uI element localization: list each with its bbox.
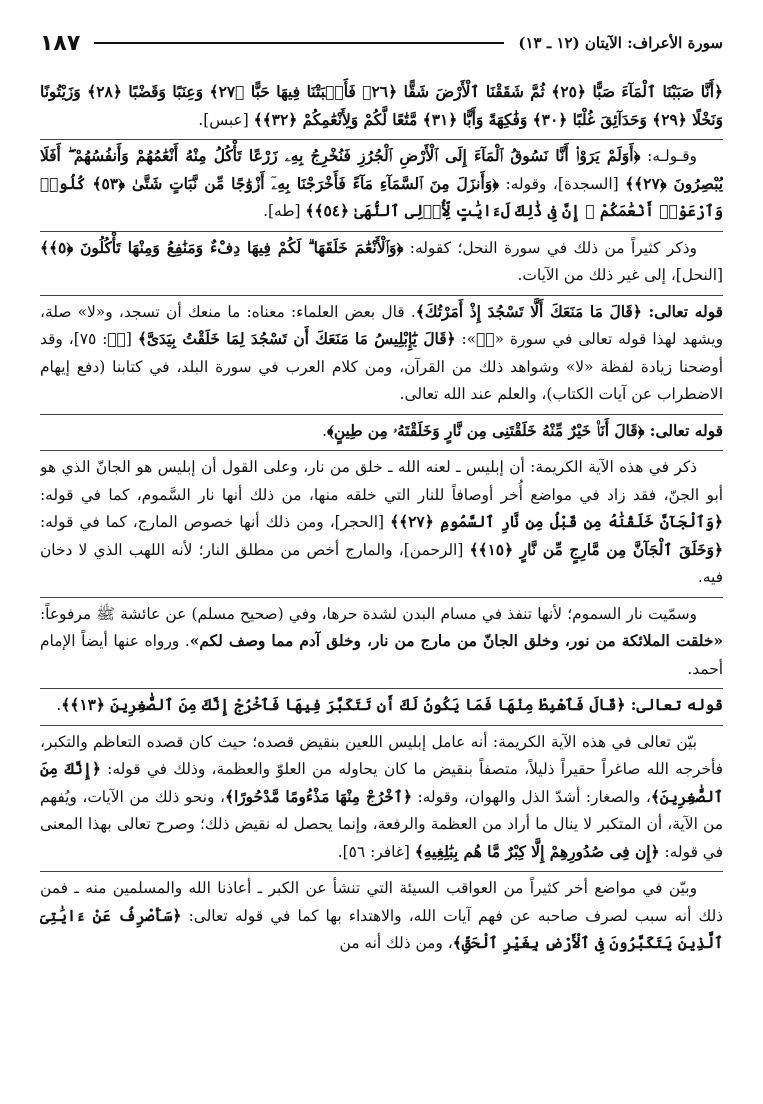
paragraph: [40, 140, 723, 232]
section-heading: قوله تعالى:: [625, 696, 723, 714]
text-run: ، والصغار: أشدّ الذل والهوان، وقوله:: [411, 787, 651, 806]
quran-verse: ﴿أَنَّا صَبَبْنَا ٱلْمَآءَ صَبًّا ﴿٢٥﴾ ثُمَّ شَقَقْنَا ٱلْأَرْضَ شَقًّا ﴿٢٦﴾ فَأَنۢبَتْنَا فِيهَا حَبًّا ﴿٢٧﴾ وَعِنَبًا وَقَضْبًا ﴿٢٨﴾ وَزَيْتُونًا وَنَخْلًا ﴿٢٩﴾ وَحَدَآئِقَ غُلْبًا ﴿٣٠﴾ وَفَٰكِهَةً وَأَبًّا ﴿٣١﴾ مَّتَٰعًا لَّكُمْ وَلِأَنْعَٰمِكُمْ ﴿٣٢﴾﴾: [40, 83, 723, 129]
text-run: وقـولـه:: [640, 147, 697, 165]
text-run: ، ونحو ذلك من الآيات، ويُفهم من الآية، أن المتكبر لا ينال ما أراد من العظمة والرفعة، وإنما يحصل له نقيض ذلك؛ وصرح تعالى بهذا المعنى في قوله:: [40, 787, 723, 861]
text-run: [عبس].: [198, 110, 254, 129]
quran-verse: ﴿وَخَلَقَ ٱلْجَآنَّ مِن مَّارِجٍ مِّن نَّارٍ ﴿١٥﴾﴾: [469, 540, 723, 559]
quran-verse: ﴿وَٱلْجَآنَّ خَلَقْنَٰهُ مِن قَبْلُ مِن نَّارِ ٱلسَّمُومِ ﴿٢٧﴾﴾: [390, 513, 723, 531]
text-run: وذكر كثيراً من ذلك في سورة النحل؛ كقوله:: [403, 238, 697, 257]
paragraph: [40, 872, 723, 963]
text-run: .: [322, 421, 328, 440]
paragraph: [40, 232, 723, 296]
text-run: وسمّيت نار السموم؛ لأنها تنفذ في مسام البدن لشدة حرها، وفي (صحيح مسلم) عن عائشة ﷺ مرفوعاً:: [40, 604, 697, 623]
text-run: [طه].: [263, 202, 306, 220]
text-run: . قال بعض العلماء: معناه: ما منعك أن تسجد، و«لا» صلة، ويشهد لهذا قوله تعالى في سورة «صۤ»:: [40, 302, 723, 348]
quran-verse: ﴿قَالَ أَنَا۠ خَيْرٌ مِّنْهُ خَلَقْتَنِى مِن نَّارٍ وَخَلَقْتَهُۥ مِن طِينٍ﴾: [327, 421, 645, 440]
quran-verse: ﴿وَٱلْأَنْعَٰمَ خَلَقَهَا ۗ لَكُمْ فِيهَا دِفْءٌ وَمَنَٰفِعُ وَمِنْهَا تَأْكُلُونَ ﴿٥﴾﴾: [40, 238, 404, 257]
paragraph: [40, 76, 723, 140]
text-run: . ورواه عنها أيضاً الإمام أحمد.: [40, 632, 723, 678]
quran-verse: ﴿قَالَ يَٰٓإِبْلِيسُ مَا مَنَعَكَ أَن تَسْجُدَ لِمَا خَلَقْتُ بِيَدَىَّ﴾: [137, 330, 456, 348]
text-run: بيّن تعالى في هذه الآية الكريمة: أنه عامل إبليس اللعين بنقيض قصده؛ حيث كان قصده التعاظم والتكبر، فأخرجه الله صاغراً حقيراً ذليلاً، متصفاً بنقيض ما كان يحاوله من العلوّ والعظمة، وذلك في قوله:: [40, 732, 723, 778]
text-run: ذكر في هذه الآية الكريمة: أن إبليس ـ لعنه الله ـ خلق من نار، وعلى القول أن إبليس هو الجانّ الذي هو أبو الجنّ، فقد زاد في مواضع أُخر أوصافاً للنار التي خلقه منها، من ذلك أنها نار السَّموم، كما في قوله:: [40, 458, 723, 504]
page-header: [40, 26, 723, 60]
header-rule: [94, 42, 504, 44]
paragraph: [40, 689, 723, 726]
paragraph: [40, 415, 723, 452]
text-run: .: [56, 696, 62, 714]
paragraph: [40, 451, 723, 598]
quran-verse: ﴿وَأَنزَلَ مِنَ ٱلسَّمَآءِ مَآءً فَأَخْرَجْنَا بِهِۦٓ أَزْوَٰجًا مِّن نَّبَاتٍ شَتَّىٰ ﴿٥٣﴾ كُلُوا۟ وَٱرْعَوْا۟ أَنْعَٰمَكُمْ ۗ إِنَّ فِى ذَٰلِكَ لَءَايَٰتٍ لِّأُو۟لِى ٱلنُّهَىٰ ﴿٥٤﴾﴾: [40, 174, 723, 220]
text-run: [الحجر]، ومن ذلك أنها خصوص المارج، كما في قوله:: [40, 513, 391, 531]
paragraph: [40, 296, 723, 415]
hadith-quote: «خلقت الملائكة من نور، وخلق الجانّ من مارج من نار، وخلق آدم مما وصف لكم»: [189, 632, 723, 650]
section-heading: قوله تعالى:: [644, 421, 723, 440]
text-run: [الرحمن]، والمارج أخص من مطلق النار؛ لأنه اللهب الذي لا دخان فيه.: [40, 540, 723, 586]
quran-verse: ﴿إِنَّكَ مِنَ ٱلصَّٰغِرِينَ﴾: [40, 760, 723, 806]
text-run: [صۤ: ٧٥]، وقد أوضحنا زيادة لفظة «لا» وشواهد ذلك من القرآن، ومن كلام العرب في سورة البلد، في كتابنا (دفع إيهام الاضطراب عن آيات الكتاب)، والعلم عند الله تعالى.: [40, 330, 723, 403]
paragraph: [40, 598, 723, 690]
text-run: [النحل]، إلى غير ذلك من الآيات.: [517, 266, 723, 284]
page-number: ١٨٧: [40, 30, 81, 56]
text-run: وبيّن في مواضع أخر كثيراً من العواقب السيئة التي تنشأ عن الكبر ـ أعاذنا الله والمسلمين منه ـ فمن ذلك أنه سبب لصرف صاحبه عن فهم آيات الله، والاهتداء بها كما في قوله تعالى:: [40, 879, 723, 925]
quran-verse: ﴿أَوَلَمْ يَرَوْا۟ أَنَّا نَسُوقُ ٱلْمَآءَ إِلَى ٱلْأَرْضِ ٱلْجُرُزِ فَنُخْرِجُ بِهِۦ زَرْعًا تَأْكُلُ مِنْهُ أَنْعَٰمُهُمْ وَأَنفُسُهُمْ ۖ أَفَلَا يُبْصِرُونَ ﴿٢٧﴾﴾: [40, 147, 723, 193]
running-title: سورة الأعراف: الآيتان (١٢ ـ ١٣): [518, 34, 723, 52]
text-run: ، ومن ذلك أنه من: [339, 934, 453, 952]
section-heading: قوله تعالى:: [641, 302, 723, 321]
quran-verse: ﴿قَالَ فَٱهْبِطْ مِنْهَا فَمَا يَكُونُ لَكَ أَن تَتَكَبَّرَ فِيهَا فَٱخْرُجْ إِنَّكَ مِنَ ٱلصَّٰغِرِينَ ﴿١٣﴾﴾: [61, 696, 626, 714]
text-run: [غافر: ٥٦].: [337, 842, 415, 861]
paragraph: [40, 726, 723, 873]
body-text: [40, 76, 723, 1084]
text-run: [السجدة]، وقوله:: [499, 174, 626, 193]
quran-verse: ﴿ٱخْرُجْ مِنْهَا مَذْءُومًا مَّدْحُورًا﴾: [224, 787, 412, 806]
quran-verse: ﴿سَأَصْرِفُ عَنْ ءَايَٰتِىَ ٱلَّذِينَ يَتَكَبَّرُونَ فِى ٱلْأَرْضِ بِغَيْرِ ٱلْحَقِّ﴾: [40, 906, 723, 952]
quran-verse: ﴿إِن فِى صُدُورِهِمْ إِلَّا كِبْرٌ مَّا هُم بِبَٰلِغِيهِ﴾: [414, 842, 660, 861]
quran-verse: ﴿قَالَ مَا مَنَعَكَ أَلَّا تَسْجُدَ إِذْ أَمَرْتُكَ﴾: [415, 302, 642, 321]
